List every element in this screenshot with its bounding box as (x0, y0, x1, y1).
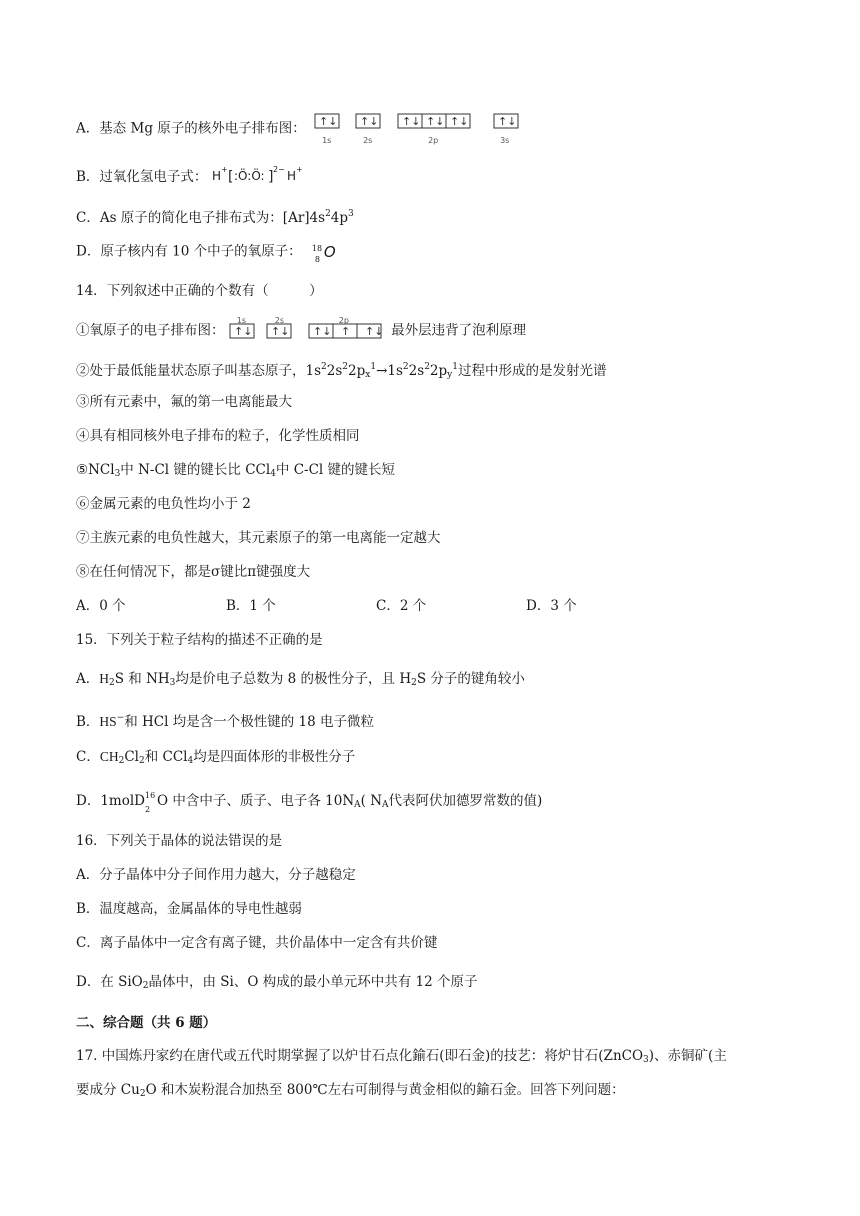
orbital-label-2p: 2p (428, 136, 439, 145)
q14-s8-text: ⑧在任何情况下，都是σ键比π键强度大 (76, 564, 311, 580)
q17-l1-a: 17. 中国炼丹家约在唐代或五代时期掌握了以炉甘石点化鍮石(即石金)的技艺：将炉甘石(ZnCO (76, 1048, 644, 1064)
q17-l2-b: 2 (139, 1089, 146, 1099)
q15-option-b (76, 709, 374, 731)
oxygen-orbital-diagram (229, 316, 387, 341)
q14-stem-text: 14．下列叙述中正确的个数有（ ） (76, 283, 323, 299)
q15-c-g: 4 (187, 756, 194, 766)
q14-option-d[interactable]: D．3 个 (526, 598, 577, 614)
q14-s2-d: x (365, 370, 371, 380)
q13-option-a-text: A．基态 Mg 原子的核外电子排布图： (76, 120, 306, 137)
svg-text:↑↓: ↑↓ (402, 115, 421, 128)
q14-s2-a: ②处于最低能量状态原子叫基态原子，1s (76, 363, 322, 379)
svg-text:↑↓: ↑↓ (364, 325, 384, 338)
q14-s6-text: ⑥金属元素的电负性均小于 2 (76, 496, 251, 512)
svg-text:+: + (220, 165, 228, 174)
svg-text:↑↓: ↑↓ (233, 325, 253, 338)
isotope-mass: 18 (311, 244, 323, 253)
svg-text:H: H (286, 169, 296, 183)
svg-text:↑↓: ↑↓ (498, 115, 517, 128)
q15-a-g: 2 (411, 678, 417, 688)
q16-d-c: 晶体中，由 Si、O 构成的最小单元环中共有 12 个原子 (148, 974, 478, 990)
q13-option-d-text: D．原子核内有 10 个中子的氧原子： (76, 243, 302, 260)
q15-b-label: B． (76, 714, 100, 730)
q16-stem-text: 16．下列关于晶体的说法错误的是 (76, 833, 283, 849)
q14-s2-g: 2s (408, 363, 425, 379)
q16-option-b-text: B．温度越高，金属晶体的导电性越弱 (76, 901, 302, 917)
orbital-label-2s: 2s (363, 136, 373, 145)
q15-a-h: S 分子的键角较小 (416, 671, 525, 687)
q13-c-sup2: 3 (348, 209, 354, 219)
q15-c-c: 2 (118, 756, 125, 766)
q15-c-h: 均是四面体形的非极性分子 (193, 749, 356, 765)
q14-statement-4 (76, 427, 360, 445)
q17-line-2 (76, 1081, 625, 1103)
svg-text:[: [ (227, 169, 234, 185)
q13-c-prefix: C．As 原子的简化电子排布式为：[Ar]4s (76, 210, 326, 226)
q15-d-b: 1molD (100, 793, 145, 809)
q15-a-f: 均是价电子总数为 8 的极性分子，且 H (175, 671, 412, 687)
svg-text:↑↓: ↑↓ (270, 325, 290, 338)
svg-text:↑↓: ↑↓ (450, 115, 469, 128)
q14-s2-b: 2s (326, 363, 343, 379)
q15-d-h: A (382, 800, 389, 810)
q13-option-b (76, 163, 312, 192)
q17-l1-c: )、赤铜矿(主 (648, 1048, 727, 1064)
q15-c-d: Cl (124, 749, 139, 765)
q14-s5-b: 3 (114, 469, 121, 479)
q14-statement-5 (76, 461, 395, 483)
q15-b-b: HS (99, 714, 117, 729)
q16-option-d (76, 973, 477, 995)
q16-option-a (76, 866, 356, 884)
svg-text:↑↓: ↑↓ (360, 115, 379, 128)
q13-option-b-text: B．过氧化氢电子式： (76, 169, 208, 185)
q15-d-c: 16 (145, 790, 156, 800)
q14-s2-h: 2p (429, 363, 448, 379)
section-2-heading-text: 二、综合题（共 6 题） (76, 1015, 217, 1031)
q15-d-i: 代表阿伏加德罗常数的值) (388, 793, 543, 809)
orbital-label-3s: 3s (500, 136, 510, 145)
q15-option-a (76, 670, 525, 692)
q15-stem-text: 15．下列关于粒子结构的描述不正确的是 (76, 632, 323, 648)
q14-s2-j: 1 (452, 362, 458, 372)
mg-orbital-diagram (314, 115, 524, 145)
q15-a-b: H (99, 671, 109, 686)
q15-c-f: 和 CCl (144, 749, 188, 765)
mg-orbital-boxes (314, 113, 524, 129)
q14-s4-text: ④具有相同核外电子排布的粒子，化学性质相同 (76, 428, 360, 444)
q15-a-label: A． (76, 671, 100, 687)
section-2-heading (76, 1014, 216, 1032)
q14-s2-f: →1s (376, 363, 403, 379)
isotope-element: O (323, 243, 336, 261)
q15-d-e: O 中含中子、质子、电子各 10N (157, 793, 355, 809)
h2o2-electron-formula (212, 163, 312, 192)
q15-b-c: − (116, 713, 125, 723)
h2o2-electron-formula-image (212, 163, 312, 187)
q14-statement-1 (76, 316, 527, 341)
q14-s5-e: 中 C-Cl 键的键长短 (275, 462, 396, 478)
q17-l2-c: O 和木炭粉混合加热至 800℃左右可制得与黄金相似的鍮石金。回答下列问题： (145, 1082, 625, 1098)
q15-c-e: 2 (139, 756, 145, 766)
q14-statement-8 (76, 563, 310, 581)
q14-stem (76, 282, 323, 300)
q14-options (76, 597, 676, 615)
q16-option-b (76, 900, 302, 918)
svg-text:↑↓: ↑↓ (319, 115, 338, 128)
q14-s2-e: 1 (370, 362, 377, 372)
svg-text:↑: ↑ (340, 325, 351, 338)
q15-c-label: C． (76, 749, 100, 765)
q16-d-b: 2 (142, 981, 149, 991)
q14-statement-3 (76, 393, 292, 411)
q15-stem (76, 631, 323, 649)
q15-d-label: D． (76, 793, 101, 809)
svg-text:↑↓: ↑↓ (312, 325, 332, 338)
q15-a-e: 3 (169, 678, 176, 688)
q14-s5-a: ⑤NCl (76, 462, 115, 478)
orbital-label-2s: 2s (274, 316, 285, 325)
q14-option-c[interactable]: C．2 个 (376, 598, 427, 614)
q17-l2-a: 要成分 Cu (76, 1082, 140, 1098)
q14-s3-text: ③所有元素中，氟的第一电离能最大 (76, 394, 292, 410)
q15-b-d: 和 HCl 均是含一个极性键的 18 电子微粒 (124, 714, 374, 730)
oxygen-orbital-boxes (229, 323, 387, 339)
q13-option-a (76, 115, 524, 145)
q16-option-c-text: C．离子晶体中一定含有离子键，共价晶体中一定含有共价键 (76, 935, 438, 951)
q14-statement-7 (76, 529, 441, 547)
q15-option-c (76, 748, 355, 770)
orbital-label-1s: 1s (236, 316, 247, 325)
q14-s5-c: 中 N-Cl 键的键长比 CCl (120, 462, 271, 478)
q15-d-f: A (354, 800, 361, 810)
q14-option-b[interactable]: B．1 个 (226, 598, 276, 614)
svg-text:2−: 2− (272, 165, 285, 174)
q15-a-d: S 和 NH (114, 671, 170, 687)
q14-s2-i: y (447, 370, 453, 380)
q14-s1-prefix: ①氧原子的电子排布图： (76, 322, 225, 339)
q17-line-1 (76, 1047, 727, 1069)
q14-option-a[interactable]: A．0 个 (76, 598, 126, 614)
q14-s2-c: 2p (348, 363, 366, 379)
q13-c-sup1: 2 (325, 209, 331, 219)
q15-option-d (76, 792, 542, 814)
q14-s7-text: ⑦主族元素的电负性越大，其元素原子的第一电离能一定越大 (76, 530, 441, 546)
q17-l1-b: 3 (643, 1055, 649, 1065)
q15-a-c: 2 (109, 678, 115, 688)
isotope-atomic-number: 8 (314, 255, 320, 264)
svg-text::Ö:Ö:: :Ö:Ö: (233, 169, 265, 183)
q15-d-g: ( N (360, 793, 383, 809)
q16-option-a-text: A．分子晶体中分子间作用力越大，分子越稳定 (76, 867, 356, 883)
q16-option-c (76, 934, 437, 952)
q13-option-d (76, 242, 338, 262)
q15-c-b: CH (99, 749, 119, 764)
orbital-label-1s: 1s (322, 136, 332, 145)
q14-statement-2: ②处于最低能量状态原子叫基态原子，$1s^22s^22p_x^1\to 1s^22s^22p_y^1$过程中形成的是发射光谱 (76, 362, 607, 380)
orbital-label-2p: 2p (338, 316, 349, 325)
q14-s5-d: 4 (270, 469, 276, 479)
q16-stem (76, 832, 282, 850)
q13-c-mid: 4p (330, 210, 349, 226)
q14-statement-6 (76, 495, 251, 513)
svg-text:↑↓: ↑↓ (426, 115, 445, 128)
q16-d-a: D．在 SiO (76, 974, 143, 990)
q14-s1-suffix: 最外层违背了泡利原理 (391, 322, 527, 339)
q14-s2-k: 过程中形成的是发射光谱 (457, 363, 607, 379)
q13-option-c (76, 205, 354, 227)
svg-text:+: + (295, 165, 303, 174)
oxygen-18-isotope (312, 242, 338, 262)
svg-text:]: ] (267, 169, 274, 185)
q15-d-d: 2 (145, 804, 151, 814)
svg-text:H: H (211, 169, 221, 183)
